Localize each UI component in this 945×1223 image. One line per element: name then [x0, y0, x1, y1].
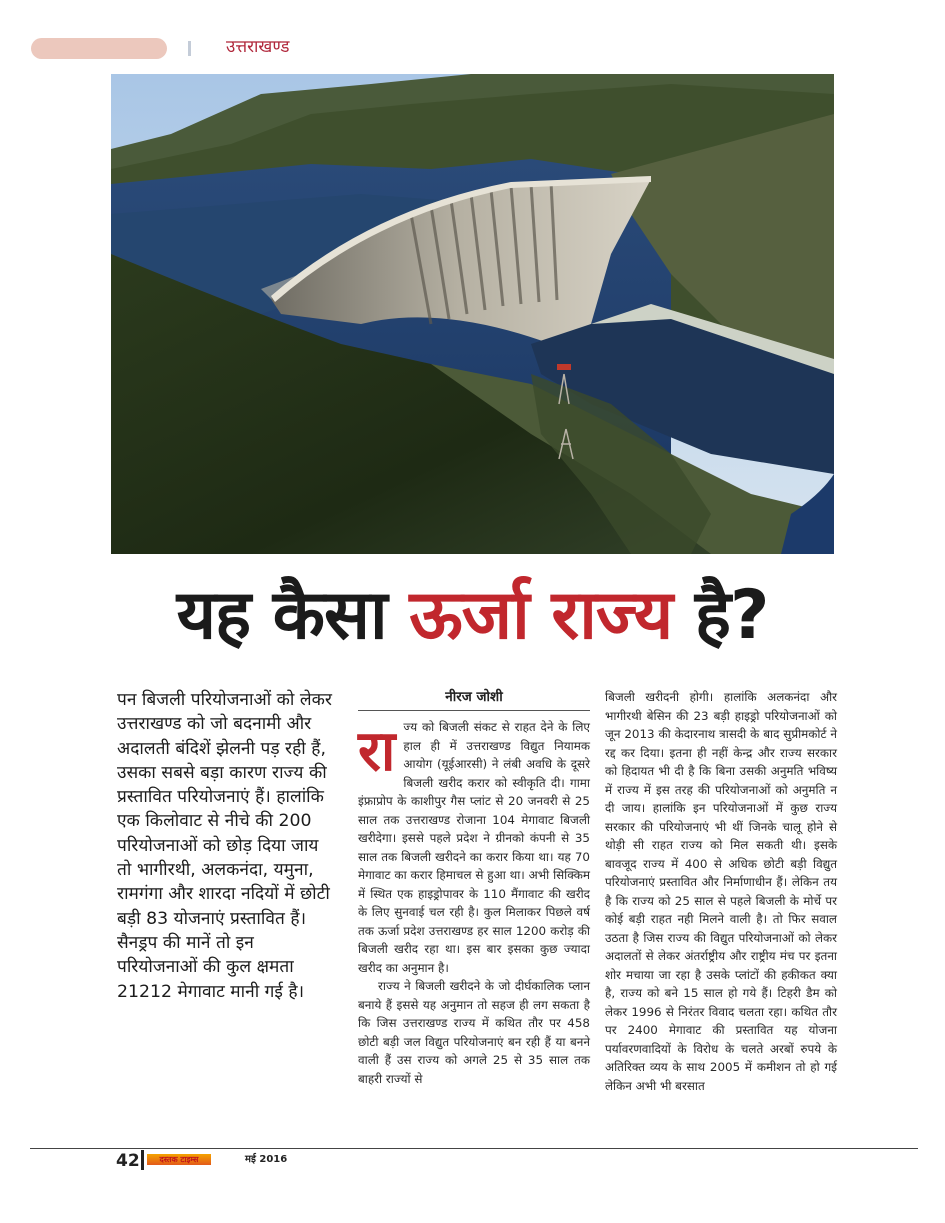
paragraph: बिजली खरीदनी होगी। हालांकि अलकनंदा और भागीरथी बेसिन की 23 बड़ी हाइड्रो परियोजनाओं को जून 2013 की केदारनाथ त्रासदी के बाद सुप्रीमकोर्ट ने रद्द कर दिया। इतना ही नहीं केन्द्र और राज्य सरकार को हिदायत भी दी है कि बिना उसकी अनुमति भविष्य में राज्य में इस तरह की परियोजनाओं को अनुमति न दी जाय। हालांकि इन परियोजनाओं में कुछ राज्य सरकार की परियोजनाएं भी थीं जिनके चालू होने से थोड़ी सी राहत राज्य को मिल सकती थी। इसके बावजूद राज्य में 400 से अधिक छोटी बड़ी विद्युत परियोजनाएं प्रस्तावित और निर्माणाधीन हैं। लेकिन तय है कि राज्य को 25 साल से पहले बिजली के मोर्चे पर कोई बड़ी राहत नही मिलने वाली है। तो फिर सवाल उठता है जिस राज्य की विद्युत परियोजनाओं को लेकर अदालतों से लेकर अंतर्राष्ट्रीय और राष्ट्रीय मंच पर इतना शोर मचाया जा रहा है उसके प्लांटों की हकीकत क्या है, राज्य को बने 15 साल हो गये हैं। टिहरी डैम को लेकर 1996 से निरंतर विवाद चलता रहा। कथित तौर पर 2400 मेगावाट की प्रस्तावित यह योजना पर्यावरणवादियों के विरोध के चलते अरबों रुपये के अतिरिक्त व्यय के साथ 2005 में कमीशन तो हो गई लेकिन अभी भी बरसात — [605, 690, 837, 1093]
headline — [0, 572, 945, 660]
byline: नीरज जोशी — [445, 689, 503, 705]
section-label: उत्तराखण्ड — [226, 37, 290, 57]
paragraph — [358, 718, 590, 977]
drop-cap: रा — [358, 719, 396, 784]
footer-rule — [30, 1148, 918, 1149]
issue-date: मई 2016 — [245, 1154, 288, 1165]
headline-part1: यह कैसा — [176, 576, 410, 655]
headline-part3: है? — [672, 576, 769, 655]
paragraph-text: ज्य को बिजली संकट से राहत देने के लिए हाल ही में उत्तराखण्ड विद्युत नियामक आयोग (यूईआरसी) ने लंबी अवधि के दूसरे बिजली खरीद करार को स्वीकृति दी। गामा इंफ्राप्रोप के काशीपुर गैस प्लांट से 20 जनवरी से 25 साल तक उत्तराखण्ड रोजाना 104 मेगावाट बिजली खरीदेगा। इससे पहले प्रदेश ने ग्रीनको कंपनी से 35 साल तक बिजली खरीदने का करार किया था। यह 70 मेगावाट का करार हिमाचल से हुआ था। अभी सिक्किम में स्थित एक हाइड्रोपावर के 110 मैंगावाट की खरीद के लिए सुनवाई चल रही है। कुल मिलाकर पिछले वर्ष तक ऊर्जा प्रदेश उत्तराखण्ड हर साल 1200 करोड़ की बिजली खरीद रहा था। इस बार इसका कुछ ज्यादा खरीद का अनुमान है। — [358, 720, 590, 975]
paragraph: राज्य ने बिजली खरीदने के जो दीर्घकालिक प्लान बनाये हैं इससे यह अनुमान तो सहज ही लग सकता है कि जिस उत्तराखण्ड राज्य में कथित तौर पर 458 छोटी बड़ी जल विद्युत परियोजनाएं बन रही हैं या बनने वाली हैं उस राज्य को अगले 25 से 35 साल तक बाहरी राज्यों से — [358, 979, 590, 1086]
byline-rule — [358, 710, 590, 711]
section-pill — [31, 38, 167, 59]
dam-photo-illustration — [111, 74, 834, 554]
intro-paragraph: पन बिजली परियोजनाओं को लेकर उत्तराखण्ड को जो बदनामी और अदालती बंदिशें झेलनी पड़ रही हैं, उसका सबसे बड़ा कारण राज्य की प्रस्तावित परियोजनाएं हैं। हालांकि एक किलोवाट से नीचे की 200 परियोजनाओं को छोड़ दिया जाय तो भागीरथी, अलकनंदा, यमुना, रामगंगा और शारदा नदियों में छोटी बड़ी 83 योजनाएं प्रस्तावित हैं। सैनड्रप की मानें तो इन परियोजनाओं की कुल क्षमता 21212 मेगावाट मानी गई है। — [117, 690, 332, 1002]
headline-highlight: ऊर्जा राज्य — [409, 576, 673, 655]
article-column-3 — [605, 688, 837, 1095]
section-divider — [188, 41, 191, 56]
article-column-2 — [358, 718, 590, 1088]
magazine-logo: दस्तक टाइम्स — [147, 1154, 211, 1165]
dam-photo — [111, 74, 834, 554]
page-number: 42 — [116, 1151, 140, 1171]
footer-divider — [141, 1150, 144, 1170]
